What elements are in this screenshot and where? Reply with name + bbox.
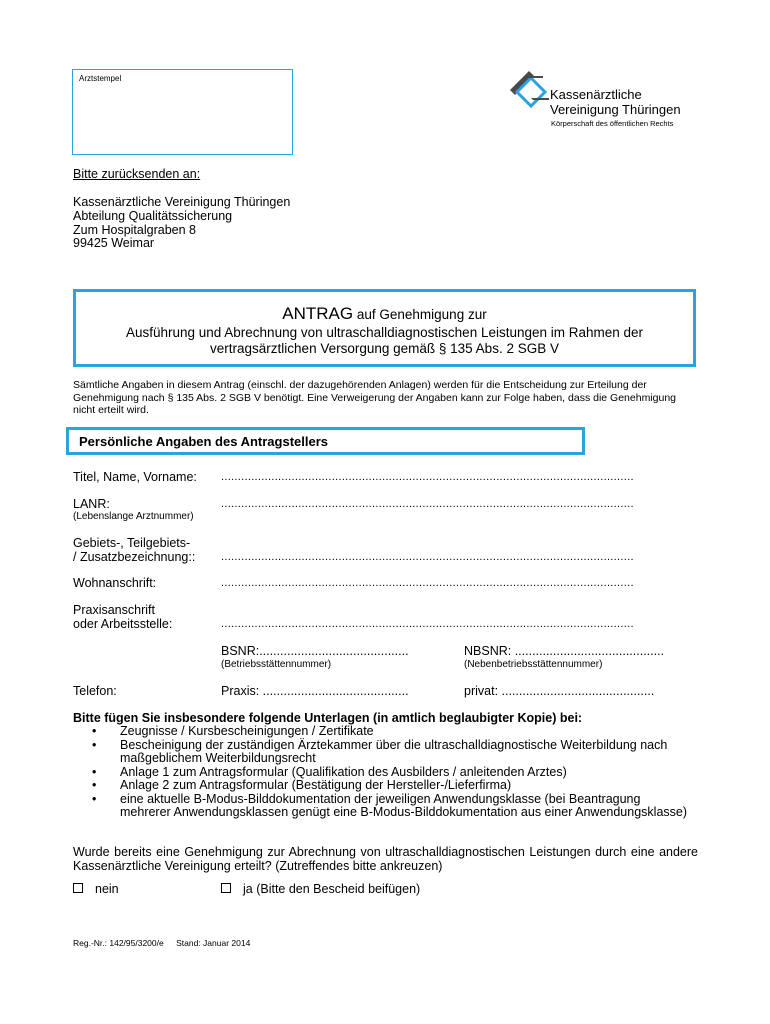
- nbsnr-field[interactable]: NBSNR: ...........................................: [464, 644, 665, 658]
- doctor-stamp-box[interactable]: [72, 69, 293, 155]
- bullet: •: [92, 724, 97, 738]
- bsnr-sublabel: (Betriebsstättennummer): [221, 659, 332, 670]
- document-item-text: Anlage 1 zum Antragsformular (Qualifikation des Ausbilders / anleitenden Arztes): [120, 764, 567, 779]
- title-line3: vertragsärztlichen Versorgung gemäß § 135 Abs. 2 SGB V: [210, 341, 559, 356]
- documents-title: Bitte fügen Sie insbesondere folgende Unterlagen (in amtlich beglaubigter Kopie) bei:: [73, 711, 583, 725]
- section-title: Persönliche Angaben des Antragstellers: [79, 434, 328, 449]
- bsnr-field[interactable]: BSNR:...........................................: [221, 644, 409, 658]
- name-label: Titel, Name, Vorname:: [73, 470, 197, 484]
- option-nein-label: nein: [95, 882, 119, 896]
- registration-number: Reg.-Nr.: 142/95/3200/e: [73, 938, 164, 948]
- previous-approval-question: Wurde bereits eine Genehmigung zur Abrechnung von ultraschalldiagnostischen Leistungen durch eine andere Kassenärztliche Vereinigung erteilt? (Zutreffendes bitte ankreuzen): [73, 845, 698, 873]
- checkbox-nein[interactable]: [73, 883, 83, 893]
- option-nein[interactable]: [73, 882, 119, 896]
- gebiet-field[interactable]: ...........................................................................................................................: [221, 551, 634, 563]
- logo-line1: Kassenärztliche: [550, 87, 642, 102]
- nbsnr-sublabel: (Nebenbetriebsstättennummer): [464, 659, 603, 670]
- name-field[interactable]: ...........................................................................................................................: [221, 471, 634, 483]
- telefon-label: Telefon:: [73, 684, 117, 698]
- document-item-text: Anlage 2 zum Antragsformular (Bestätigung der Hersteller-/Lieferfirma): [120, 778, 512, 792]
- footer: [73, 938, 250, 948]
- stamp-label: Arztstempel: [79, 74, 122, 83]
- list-item: [92, 739, 692, 766]
- document-item-text: Zeugnisse / Kursbescheinigungen / Zertifikate: [120, 724, 374, 738]
- document-item-text: Bescheinigung der zuständigen Ärztekammer über die ultraschalldiagnostische Weiterbildung nach maßgeblichem Weiterbildungsrecht: [120, 737, 668, 765]
- document-item-text: eine aktuelle B-Modus-Bilddokumentation der jeweiligen Anwendungsklasse (bei Beantragung mehrerer Anwendungsklassen genügt eine B-Modus-Bilddokumentation aus einer Anwendungsklasse): [120, 791, 688, 819]
- bullet: •: [92, 778, 97, 792]
- option-ja-label: ja (Bitte den Bescheid beifügen): [243, 882, 421, 896]
- praxis-label-2: oder Arbeitsstelle:: [73, 617, 173, 631]
- title-rest: auf Genehmigung zur: [353, 307, 487, 322]
- checkbox-ja[interactable]: [221, 883, 231, 893]
- option-ja[interactable]: [221, 882, 420, 896]
- logo-subtitle: Körperschaft des öffentlichen Rechts: [551, 119, 674, 128]
- title-line2: Ausführung und Abrechnung von ultraschalldiagnostischen Leistungen im Rahmen der: [125, 325, 644, 340]
- address-line: Zum Hospitalgraben 8: [73, 223, 196, 237]
- lanr-sublabel: (Lebenslange Arztnummer): [73, 511, 194, 522]
- page-title: [76, 304, 693, 324]
- address-line: Abteilung Qualitätssicherung: [73, 209, 233, 223]
- bullet: •: [92, 791, 97, 806]
- praxis-field[interactable]: ...........................................................................................................................: [221, 618, 634, 630]
- documents-list: [92, 725, 692, 820]
- wohn-field[interactable]: ...........................................................................................................................: [221, 577, 634, 589]
- lanr-label: LANR:: [73, 497, 110, 511]
- privat-phone-field[interactable]: privat: ............................................: [464, 684, 655, 698]
- gebiet-label-2: / Zusatzbezeichnung::: [73, 550, 196, 564]
- address-line: 99425 Weimar: [73, 236, 155, 250]
- praxis-label-1: Praxisanschrift: [73, 603, 155, 617]
- intro-text: Sämtliche Angaben in diesem Antrag (einschl. der dazugehörenden Anlagen) werden für die Entscheidung zur Erteilung der Genehmigung nach § 135 Abs. 2 SGB V benötigt. Eine Verweigerung der Angaben kann zur Folge haben, dass die Genehmigung nicht erteilt wird.: [73, 379, 677, 416]
- logo-line2: Vereinigung Thüringen: [550, 102, 681, 117]
- list-item: [92, 793, 692, 820]
- list-item: [92, 725, 692, 739]
- return-address-label: Bitte zurücksenden an:: [73, 167, 201, 181]
- bullet: •: [92, 764, 97, 779]
- title-box: [73, 289, 696, 367]
- wohn-label: Wohnanschrift:: [73, 576, 157, 590]
- praxis-phone-field[interactable]: Praxis: ..........................................: [221, 684, 409, 698]
- list-item: [92, 779, 692, 793]
- section-header: [66, 427, 585, 455]
- bullet: •: [92, 737, 97, 752]
- list-item: [92, 766, 692, 780]
- address-line: Kassenärztliche Vereinigung Thüringen: [73, 195, 291, 209]
- lanr-field[interactable]: ...........................................................................................................................: [221, 498, 634, 510]
- title-antrag: ANTRAG: [282, 304, 354, 323]
- gebiet-label-1: Gebiets-, Teilgebiets-: [73, 536, 191, 550]
- revision-date: Stand: Januar 2014: [176, 938, 251, 948]
